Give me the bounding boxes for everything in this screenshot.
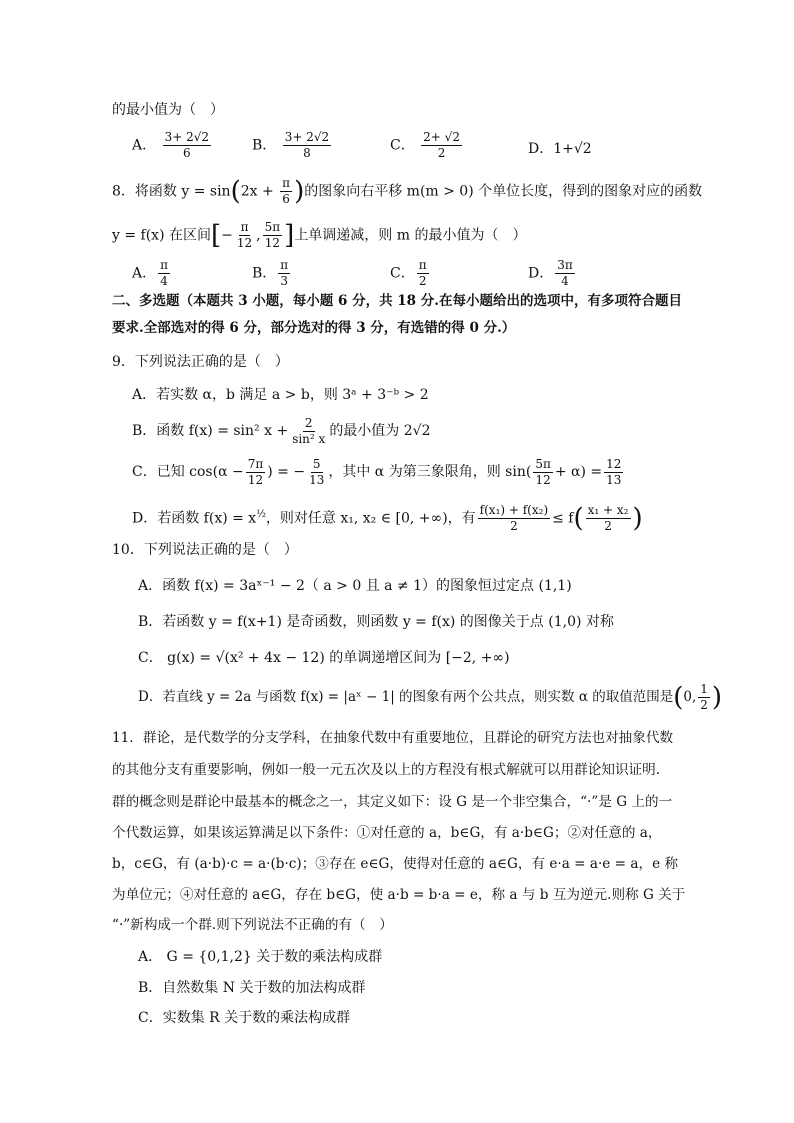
- q11-paragraph-line5: b，c∈G，有 (a·b)·c = a·(b·c)；③存在 e∈G，使得对任意的 a∈G，有 e·a = a·e = a，e 称: [112, 856, 679, 872]
- q11-paragraph-line7: “·”新构成一个群.则下列说法不正确的有（ ）: [112, 917, 393, 933]
- q7-option-a-fraction: $\frac{3+ 2√2}{6}$: [164, 130, 209, 160]
- q8-stem-line1: 8．将函数 y = sin(2x + $\frac{\pi}{6}$ )的图象向右平移 m(m > 0) 个单位长度，得到的图象对应的函数: [112, 176, 703, 207]
- q9-option-d: D．若函数 $f(x) = x^{\frac{1}{2}}$，则对任意 x₁, x₂ ∈ [0, +∞)，有 $\frac{\text{f(x₁) + f(x₂)}}{2}$ ≤ f( $\frac{\text{x₁ + x₂}}{2}$ ): [132, 503, 643, 534]
- section-2-heading-line1: 二、多选题（本题共 3 小题，每小题 6 分，共 18 分.在每小题给出的选项中，有多项符合题目: [112, 293, 682, 309]
- q11-option-b: B．自然数集 N 关于数的加法构成群: [138, 980, 366, 996]
- q9-stem: 9．下列说法正确的是（ ）: [112, 354, 289, 370]
- section-2-heading-line2: 要求.全部选对的得 6 分，部分选对的得 3 分，有选错的得 0 分.）: [112, 320, 516, 336]
- q9-option-c: C．已知 cos(α − $\frac{7\pi}{12}$ ) = − $\frac{5}{13}$ ，其中 α 为第三象限角，则 sin( $\frac{5\pi}{12}$ + α) = $\frac{12}{13}$: [132, 456, 622, 487]
- q10-stem: 10．下列说法正确的是（ ）: [112, 542, 298, 558]
- q8-option-c: C． $\frac{\pi}{2}$: [390, 258, 427, 288]
- q7-option-c: C． $\frac{2+ √2}{2}$: [390, 130, 460, 160]
- q11-option-a: A． G = {0,1,2} 关于数的乘法构成群: [138, 949, 383, 965]
- q11-paragraph-line2: 的其他分支有重要影响，例如一般一元五次及以上的方程没有根式解就可以用群论知识证明.: [112, 762, 661, 778]
- q11-paragraph-line3: 群的概念则是群论中最基本的概念之一，其定义如下：设 G 是一个非空集合，“·”是 G 上的一: [112, 794, 673, 810]
- q8-option-d: D． $\frac{3\pi}{4}$: [528, 258, 573, 288]
- q7-option-d: D．1+√2: [528, 141, 592, 157]
- q11-paragraph-line6: 为单位元；④对任意的 a∈G，存在 b∈G，使 a·b = b·a = e，称 a 与 b 互为逆元.则称 G 关于: [112, 887, 686, 903]
- q10-option-a: A．函数 f(x) = 3aˣ⁻¹ − 2（ a > 0 且 a ≠ 1）的图象恒过定点 (1,1): [138, 578, 572, 594]
- q9-option-a: A．若实数 α，b 满足 a > b，则 3ᵃ + 3⁻ᵇ > 2: [132, 387, 429, 403]
- q9-option-b: B．函数 f(x) = sin² x + $\frac{2}{\text{sin² x}}$ 的最小值为 2√2: [132, 415, 431, 446]
- q10-option-d: D．若直线 y = 2a 与函数 f(x) = |aˣ − 1| 的图象有两个公共点，则实数 α 的取值范围是(0, $\frac{1}{2}$ ): [138, 682, 723, 713]
- q11-option-c: C．实数集 R 关于数的乘法构成群: [138, 1010, 351, 1026]
- q11-paragraph-line1: 11．群论，是代数学的分支学科，在抽象代数中有重要地位，且群论的研究方法也对抽象代数: [112, 730, 674, 746]
- q7-option-b: B． $\frac{3+ 2√2}{8}$: [252, 130, 330, 160]
- q7-option-b-fraction: $\frac{3+ 2√2}{8}$: [284, 130, 330, 160]
- q7-option-a: A． $\frac{3+ 2√2}{6}$: [132, 130, 209, 160]
- q8-option-a: A． $\frac{\pi}{4}$: [132, 258, 169, 288]
- q11-paragraph-line4: 个代数运算，如果该运算满足以下条件：①对任意的 a，b∈G，有 a·b∈G；②对任意的 a，: [112, 825, 662, 841]
- q7-tail-text: 的最小值为（ ）: [112, 102, 224, 118]
- q7-option-c-fraction: $\frac{2+ √2}{2}$: [423, 130, 460, 160]
- q8-stem-line2: y = f(x) 在区间[− $\frac{\pi}{12}$ , $\frac{5\pi}{12}$ ]上单调递减，则 m 的最小值为（ ）: [112, 220, 527, 251]
- q8-option-b: B． $\frac{\pi}{3}$: [252, 258, 289, 288]
- q10-option-b: B．若函数 y = f(x+1) 是奇函数，则函数 y = f(x) 的图像关于点 (1,0) 对称: [138, 614, 614, 630]
- q10-option-c: C． g(x) = √(x² + 4x − 12) 的单调递增区间为 [−2, +∞): [138, 650, 510, 666]
